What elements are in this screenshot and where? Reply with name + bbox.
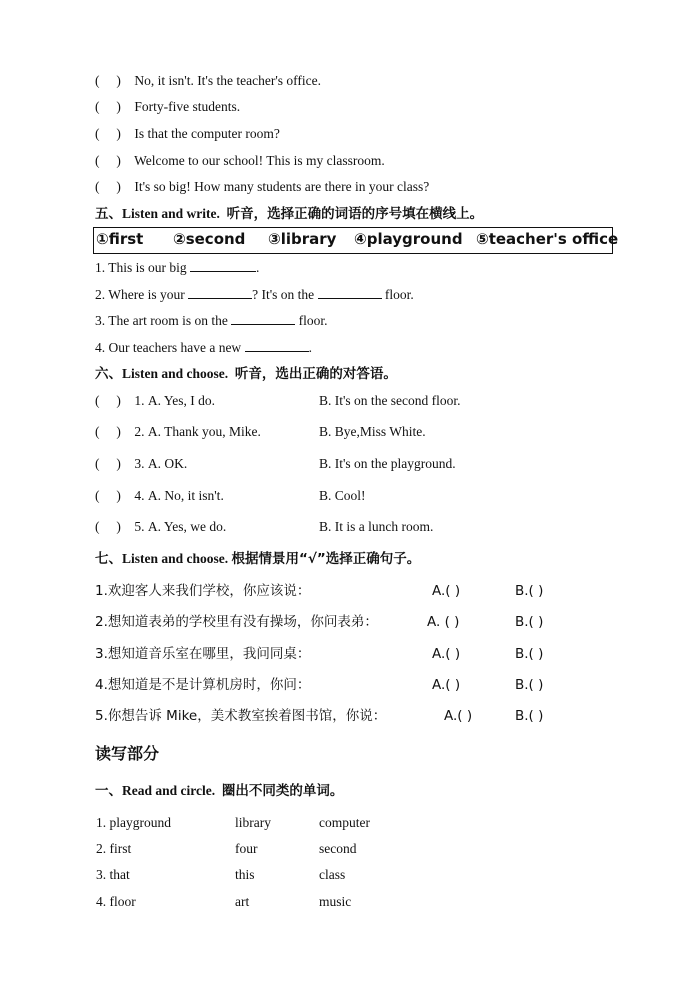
fill-blank-row: 2. Where is your ? It's on the floor. [95, 287, 414, 302]
scenario-row: 4.想知道是不是计算机房时，你问： A.( ) B.( ) [95, 677, 544, 693]
word[interactable]: 2. first [96, 841, 132, 856]
answer-blank[interactable] [190, 259, 256, 272]
word[interactable]: library [235, 815, 271, 830]
word[interactable]: four [235, 841, 258, 856]
section-heading: 七、Listen and choose. 根据情景用“√”选择正确句子。 [95, 551, 421, 567]
word[interactable]: second [319, 841, 357, 856]
question-text: Is that the computer room? [134, 126, 280, 141]
answer-blank[interactable] [245, 339, 309, 352]
word[interactable]: class [319, 867, 346, 882]
word-bank-item: ②second [173, 230, 246, 248]
word[interactable]: music [319, 894, 352, 909]
fill-blank-row: 1. This is our big . [95, 260, 260, 275]
scenario-row: 3.想知道音乐室在哪里，我问同桌： A.( ) B.( ) [95, 646, 544, 662]
word-bank-item: ③library [268, 230, 337, 248]
section-heading: 六、Listen and choose. 听音，选出正确的对答语。 [95, 366, 397, 382]
choice-row: ( ) 5. A. Yes, we do. B. It is a lunch room. [95, 519, 434, 534]
choice-row: ( ) 2. A. Thank you, Mike. B. Bye,Miss White. [95, 424, 426, 439]
word[interactable]: 1. playground [96, 815, 171, 830]
question-text: Welcome to our school! This is my classroom. [134, 153, 385, 168]
question-row: ( ) Forty-five students. [95, 99, 241, 114]
part-title: 读写部分 [95, 744, 160, 763]
word-bank-item: ④playground [354, 230, 463, 248]
scenario-row: 2.想知道表弟的学校里有没有操场，你问表弟： A. ( ) B.( ) [95, 614, 544, 630]
word[interactable]: 4. floor [96, 894, 136, 909]
question-text: It's so big! How many students are there in your class? [134, 179, 430, 194]
word[interactable]: this [235, 867, 255, 882]
word[interactable]: art [235, 894, 250, 909]
question-text: Forty-five students. [134, 99, 241, 114]
fill-blank-row: 4. Our teachers have a new . [95, 340, 312, 355]
choice-row: ( ) 1. A. Yes, I do. B. It's on the second floor. [95, 393, 461, 408]
answer-blank[interactable] [231, 312, 295, 325]
question-text: No, it isn't. It's the teacher's office. [134, 73, 321, 88]
section-heading: 一、Read and circle. 圈出不同类的单词。 [95, 783, 344, 799]
answer-blank[interactable] [318, 286, 382, 299]
choice-row: ( ) 4. A. No, it isn't. B. Cool! [95, 488, 366, 503]
scenario-row: 5.你想告诉 Mike，美术教室挨着图书馆，你说： A.( ) B.( ) [95, 708, 544, 724]
question-row: ( ) No, it isn't. It's the teacher's office. [95, 73, 321, 88]
question-row: ( ) Welcome to our school! This is my classroom. [95, 153, 385, 168]
word-bank-item: ⑤teacher's office [476, 230, 619, 248]
scenario-row: 1.欢迎客人来我们学校，你应该说： A.( ) B.( ) [95, 583, 544, 599]
word-bank-item: ①first [96, 230, 144, 248]
question-row: ( ) It's so big! How many students are there in your class? [95, 179, 430, 194]
word[interactable]: computer [319, 815, 370, 830]
word[interactable]: 3. that [96, 867, 130, 882]
answer-blank[interactable] [188, 286, 252, 299]
fill-blank-row: 3. The art room is on the floor. [95, 313, 328, 328]
section-heading: 五、Listen and write. 听音，选择正确的词语的序号填在横线上。 [95, 206, 484, 222]
choice-row: ( ) 3. A. OK. B. It's on the playground. [95, 456, 456, 471]
question-row: ( ) Is that the computer room? [95, 126, 280, 141]
word-bank-box [93, 227, 619, 254]
